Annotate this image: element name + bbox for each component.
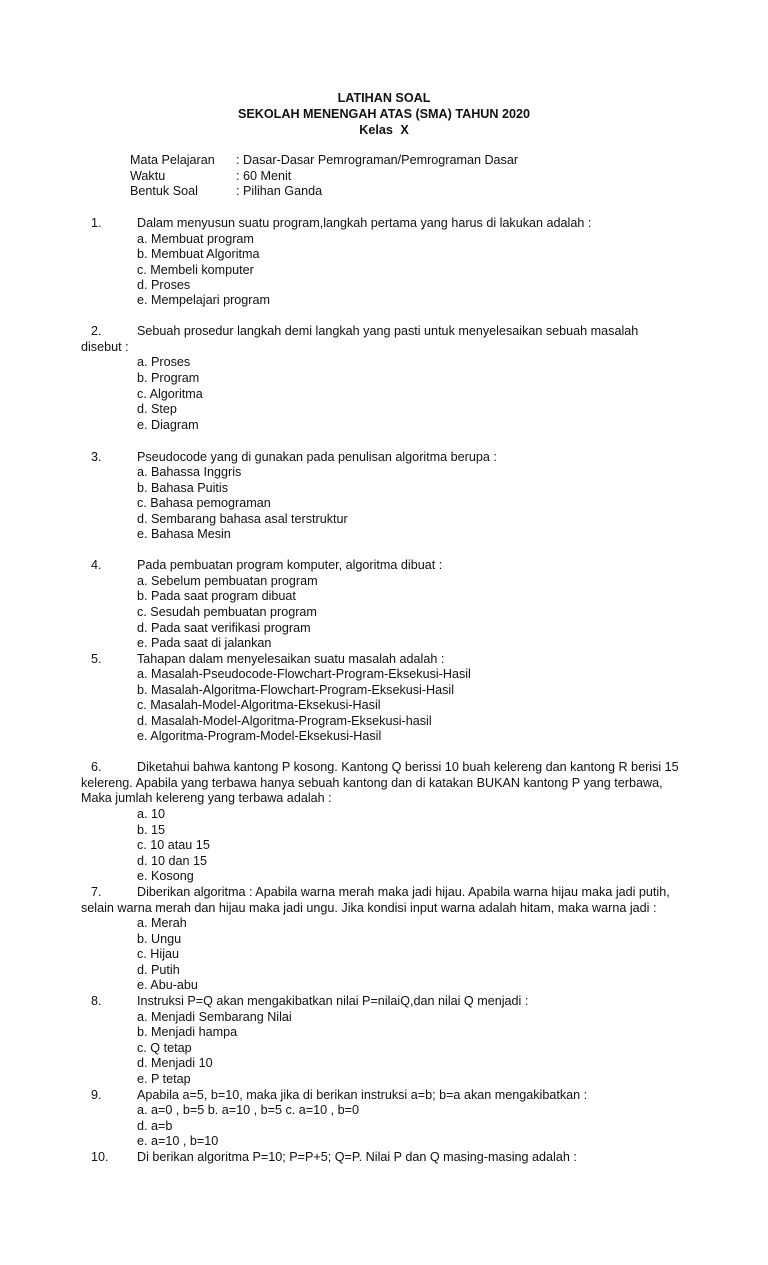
- answer-option: e. Pada saat di jalankan: [137, 636, 272, 650]
- question-number: 5.: [91, 652, 102, 666]
- answer-option: c. Masalah-Model-Algoritma-Eksekusi-Hasil: [137, 698, 381, 712]
- answer-option: d. Pada saat verifikasi program: [137, 621, 311, 635]
- question-text: Apabila a=5, b=10, maka jika di berikan instruksi a=b; b=a akan mengakibatkan :: [137, 1088, 588, 1102]
- answer-option: e. Abu-abu: [137, 978, 198, 992]
- answer-option: e. a=10 , b=10: [137, 1134, 219, 1148]
- answer-option: a. Proses: [137, 355, 191, 369]
- question-number: 1.: [91, 216, 102, 230]
- answer-option: c. 10 atau 15: [137, 838, 210, 852]
- info-label-time: Waktu: [130, 169, 166, 183]
- question-text-continued: kelereng. Apabila yang terbawa hanya sebuah kantong dan di katakan BUKAN kantong P yang terbawa,: [81, 776, 663, 790]
- answer-option: e. Algoritma-Program-Model-Eksekusi-Hasil: [137, 729, 382, 743]
- question-number: 6.: [91, 760, 102, 774]
- question-number: 7.: [91, 885, 102, 899]
- answer-option: c. Membeli komputer: [137, 263, 254, 277]
- question-text: Diketahui bahwa kantong P kosong. Kantong Q berissi 10 buah kelereng dan kantong R berisi 15: [137, 760, 679, 774]
- question-text-continued: selain warna merah dan hijau maka jadi ungu. Jika kondisi input warna adalah hitam, maka warna jadi :: [81, 901, 657, 915]
- answer-option: a. Menjadi Sembarang Nilai: [137, 1010, 292, 1024]
- answer-option: d. 10 dan 15: [137, 854, 208, 868]
- answer-option: c. Sesudah pembuatan program: [137, 605, 317, 619]
- question-text: Diberikan algoritma : Apabila warna merah maka jadi hijau. Apabila warna hijau maka jadi putih,: [137, 885, 670, 899]
- class-title: Kelas X: [359, 123, 409, 137]
- question-text: Sebuah prosedur langkah demi langkah yang pasti untuk menyelesaikan sebuah masalah: [137, 324, 639, 338]
- answer-option: b. 15: [137, 823, 166, 837]
- answer-option: a. Membuat program: [137, 232, 254, 246]
- answer-option: e. P tetap: [137, 1072, 191, 1086]
- answer-option: a. Sebelum pembuatan program: [137, 574, 318, 588]
- document-title: LATIHAN SOAL: [337, 91, 431, 105]
- question-text-continued: disebut :: [81, 340, 129, 354]
- question-number: 2.: [91, 324, 102, 338]
- answer-option: a. 10: [137, 807, 166, 821]
- info-value-time: : 60 Menit: [236, 169, 292, 183]
- school-title: SEKOLAH MENENGAH ATAS (SMA) TAHUN 2020: [237, 107, 530, 121]
- info-value-type: : Pilihan Ganda: [236, 184, 323, 198]
- answer-option: e. Kosong: [137, 869, 194, 883]
- answer-option: b. Bahasa Puitis: [137, 481, 229, 495]
- question-number: 8.: [91, 994, 102, 1008]
- answer-option: d. Masalah-Model-Algoritma-Program-Eksekusi-hasil: [137, 714, 432, 728]
- question-number: 4.: [91, 558, 102, 572]
- answer-option: b. Menjadi hampa: [137, 1025, 238, 1039]
- answer-option: c. Algoritma: [137, 387, 203, 401]
- answer-option: d. Putih: [137, 963, 180, 977]
- answer-option: e. Diagram: [137, 418, 199, 432]
- answer-option: d. Step: [137, 402, 177, 416]
- answer-option: a. Merah: [137, 916, 187, 930]
- answer-option: c. Hijau: [137, 947, 179, 961]
- answer-option: a. Bahassa Inggris: [137, 465, 242, 479]
- question-number: 9.: [91, 1088, 102, 1102]
- question-number: 3.: [91, 450, 102, 464]
- info-label-type: Bentuk Soal: [130, 184, 198, 198]
- answer-option: d. a=b: [137, 1119, 173, 1133]
- question-number: 10.: [91, 1150, 109, 1164]
- question-text: Pada pembuatan program komputer, algoritma dibuat :: [137, 558, 443, 572]
- question-text: Dalam menyusun suatu program,langkah pertama yang harus di lakukan adalah :: [137, 216, 592, 230]
- answer-option: b. Ungu: [137, 932, 182, 946]
- answer-option: d. Menjadi 10: [137, 1056, 213, 1070]
- answer-option: c. Bahasa pemograman: [137, 496, 271, 510]
- answer-option: b. Program: [137, 371, 200, 385]
- answer-option: b. Membuat Algoritma: [137, 247, 260, 261]
- answer-option: c. Q tetap: [137, 1041, 192, 1055]
- question-text-continued: Maka jumlah kelereng yang terbawa adalah :: [81, 791, 332, 805]
- question-text: Di berikan algoritma P=10; P=P+5; Q=P. Nilai P dan Q masing-masing adalah :: [137, 1150, 577, 1164]
- answer-option: d. Proses: [137, 278, 191, 292]
- answer-option: e. Mempelajari program: [137, 293, 270, 307]
- answer-option: b. Pada saat program dibuat: [137, 589, 296, 603]
- info-label-subject: Mata Pelajaran: [130, 153, 215, 167]
- answer-option: e. Bahasa Mesin: [137, 527, 231, 541]
- question-text: Pseudocode yang di gunakan pada penulisan algoritma berupa :: [137, 450, 497, 464]
- answer-option: a. a=0 , b=5 b. a=10 , b=5 c. a=10 , b=0: [137, 1103, 359, 1117]
- answer-option: a. Masalah-Pseudocode-Flowchart-Program-Eksekusi-Hasil: [137, 667, 471, 681]
- info-value-subject: : Dasar-Dasar Pemrograman/Pemrograman Dasar: [236, 153, 519, 167]
- question-text: Instruksi P=Q akan mengakibatkan nilai P=nilaiQ,dan nilai Q menjadi :: [137, 994, 529, 1008]
- answer-option: b. Masalah-Algoritma-Flowchart-Program-Eksekusi-Hasil: [137, 683, 455, 697]
- question-text: Tahapan dalam menyelesaikan suatu masalah adalah :: [137, 652, 445, 666]
- answer-option: d. Sembarang bahasa asal terstruktur: [137, 512, 348, 526]
